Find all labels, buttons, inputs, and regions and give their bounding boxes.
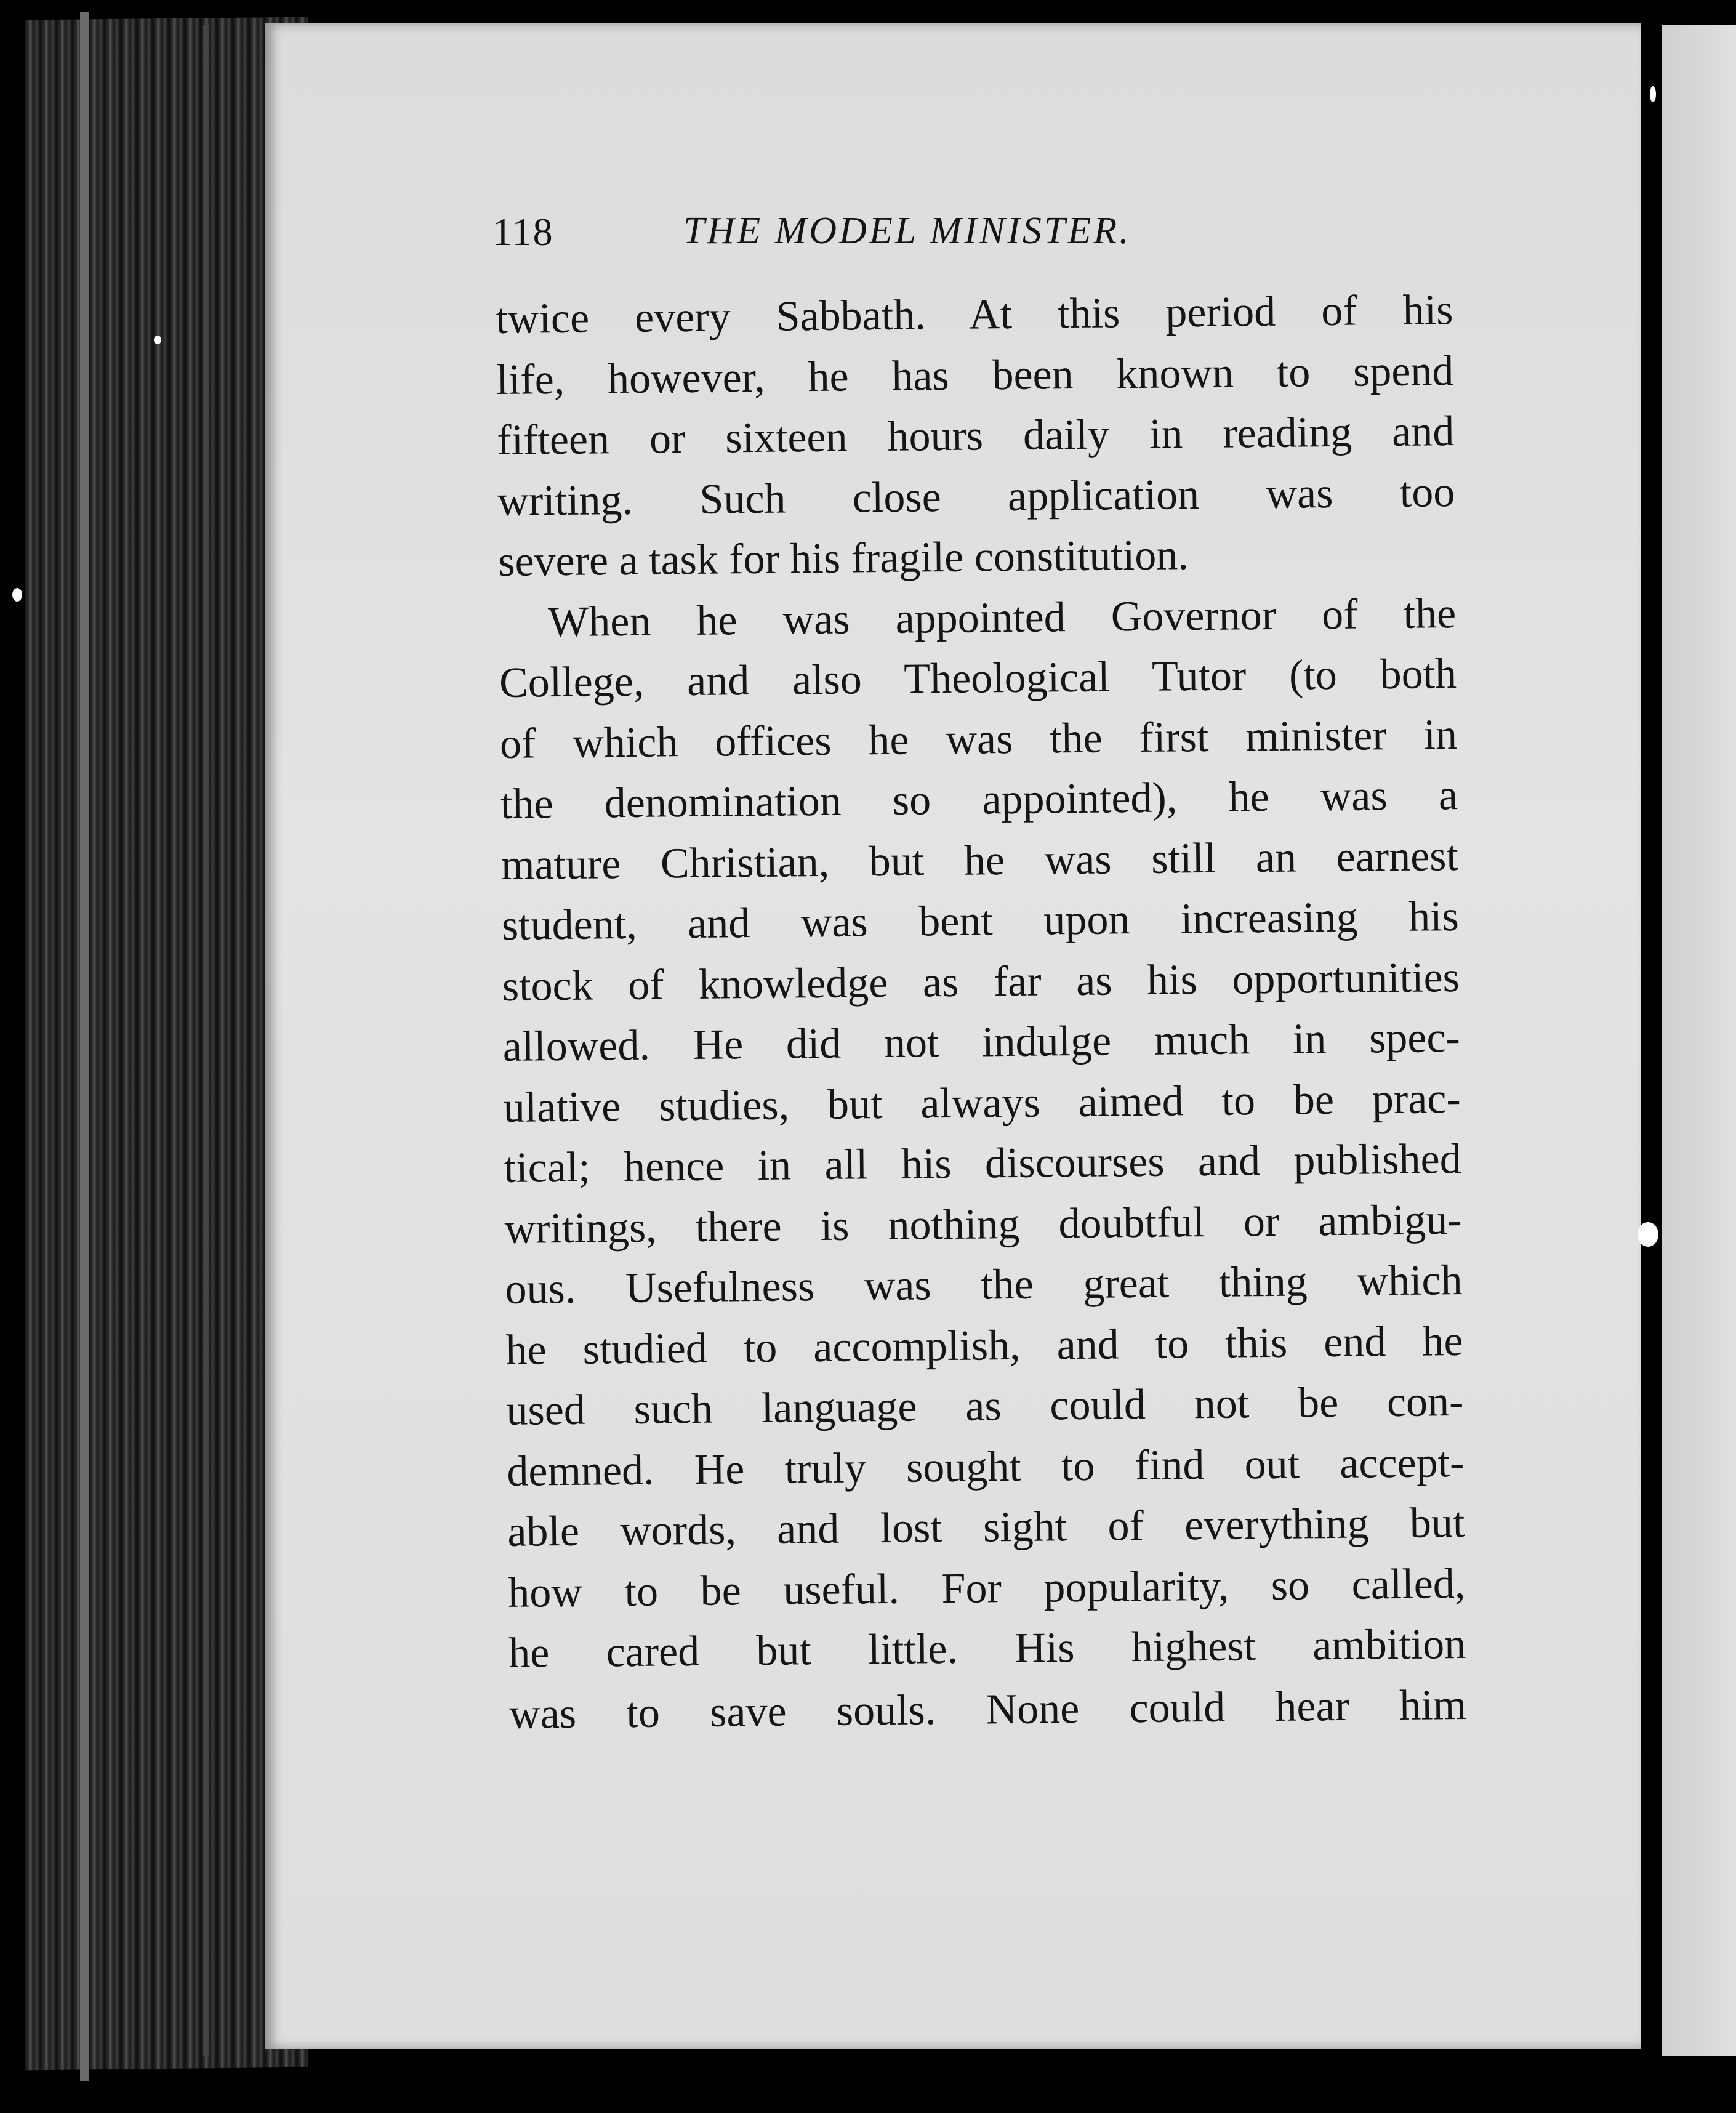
page-number: 118 — [492, 210, 554, 254]
text-line: stock of knowledge as far as his opportunities — [502, 953, 1460, 1010]
text-line: used such language as could not be con- — [506, 1377, 1464, 1435]
text-line: allowed. He did not indulge much in spec- — [502, 1014, 1461, 1071]
gutter — [1641, 0, 1665, 2113]
page-header — [492, 209, 1250, 265]
text-line: able words, and lost sight of everything but — [507, 1499, 1465, 1556]
text-line: life, however, he has been known to spend — [496, 347, 1454, 404]
text-line: College, and also Theological Tutor (to both — [499, 650, 1457, 707]
facing-page-edge — [1662, 25, 1736, 2056]
text-line: severe a task for his fragile constitution. — [497, 531, 1189, 586]
text-line: demned. He truly sought to find out accept- — [507, 1438, 1465, 1495]
text-line: tical; hence in all his discourses and published — [504, 1135, 1462, 1192]
text-line: student, and was bent upon increasing his — [501, 893, 1460, 949]
body-text — [496, 280, 1467, 1745]
text-line: of which offices he was the first minister in — [499, 710, 1458, 768]
text-line: writings, there is nothing doubtful or ambigu- — [504, 1196, 1462, 1253]
scan-speck — [12, 588, 22, 602]
scan-speck — [1650, 86, 1656, 102]
page-edge-strip — [203, 25, 209, 2056]
text-line: writing. Such close application was too — [497, 468, 1455, 525]
text-line: the denomination so appointed), he was a — [500, 771, 1458, 828]
text-line: he studied to accomplish, and to this end he — [505, 1317, 1463, 1374]
running-title: THE MODEL MINISTER. — [683, 210, 1131, 252]
text-line: was to save souls. None could hear him — [508, 1681, 1467, 1738]
text-line: fifteen or sixteen hours daily in reading and — [496, 408, 1455, 464]
text-line: twice every Sabbath. At this period of his — [496, 286, 1453, 343]
text-line: When he was appointed Governor of the — [547, 589, 1457, 646]
text-line: ulative studies, but always aimed to be prac- — [503, 1074, 1461, 1132]
page-edge-strip — [80, 12, 89, 2081]
scan-speck — [1638, 1222, 1658, 1247]
text-line: how to be useful. For popularity, so called, — [507, 1560, 1466, 1617]
scan-speck — [154, 336, 161, 344]
text-line: ous. Usefulness was the great thing which — [505, 1257, 1463, 1313]
text-line: mature Christian, but he was still an earnest — [500, 832, 1459, 889]
text-line: he cared but little. His highest ambition — [508, 1620, 1466, 1677]
